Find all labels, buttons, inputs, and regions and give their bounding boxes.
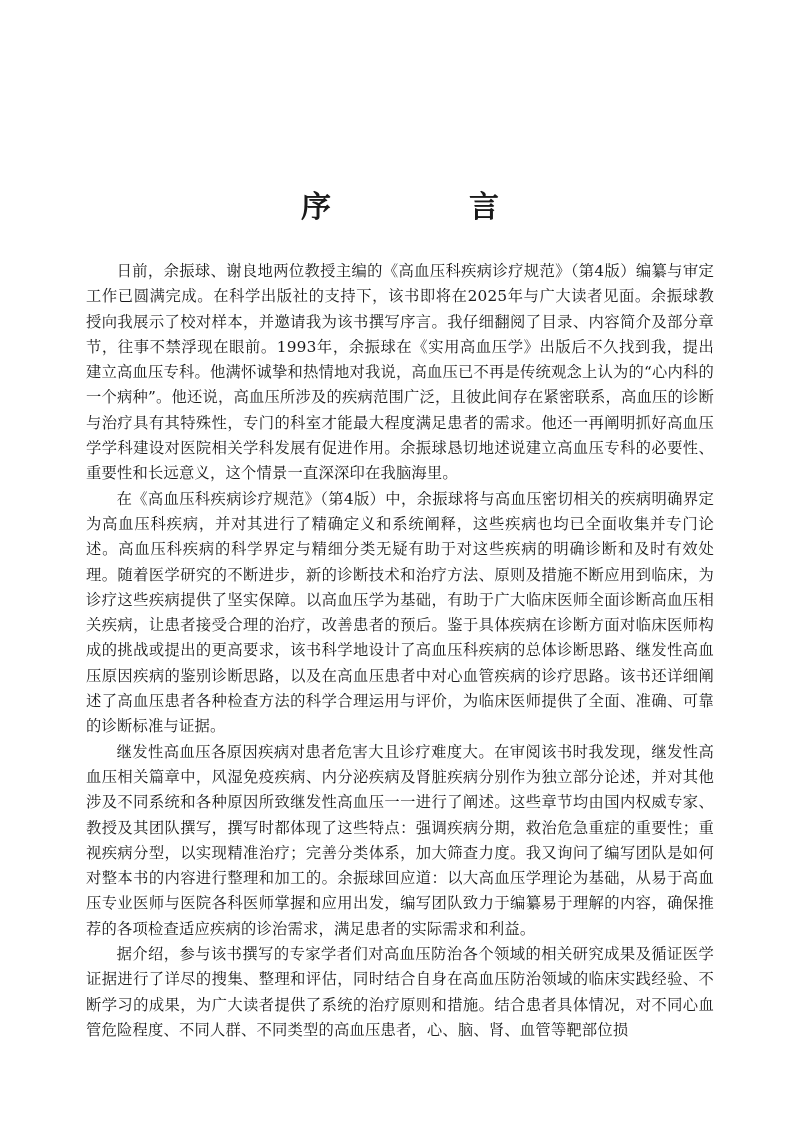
paragraph-3: 继发性高血压各原因疾病对患者危害大且诊疗难度大。在审阅该书时我发现，继发性高血压相关篇章中，风湿免疫疾病、内分泌疾病及肾脏疾病分别作为独立部分论述，并对其他涉及不同系统和各种原因所致继发性高血压一一进行了阐述。这些章节均由国内权威专家、教授及其团队撰写，撰写时都体现了这些特点：强调疾病分期，救治危急重症的重要性；重视疾病分型，以实现精准治疗；完善分类体系，加大筛查力度。我又询问了编写团队是如何对整本书的内容进行整理和加工的。余振球回应道：以大高血压学理论为基础，从易于高血压专业医师与医院各科医师掌握和应用出发，编写团队致力于编纂易于理解的内容，确保推荐的各项检查适应疾病的诊治需求，满足患者的实际需求和利益。 — [86, 742, 714, 938]
paragraph-1: 日前，余振球、谢良地两位教授主编的《高血压科疾病诊疗规范》（第4版）编纂与审定工作已圆满完成。在科学出版社的支持下，该书即将在2025年与广大读者见面。余振球教授向我展示了校对样本，并邀请我为该书撰写序言。我仔细翻阅了目录、内容简介及部分章节，往事不禁浮现在眼前。1993年，余振球在《实用高血压学》出版后不久找到我，提出建立高血压专科。他满怀诚挚和热情地对我说，高血压已不再是传统观念上认为的“心内科的一个病种”。他还说，高血压所涉及的疾病范围广泛，且彼此间存在紧密联系，高血压的诊断与治疗具有其特殊性，专门的科室才能最大程度满足患者的需求。他还一再阐明抓好高血压学学科建设对医院相关学科发展有促进作用。余振球恳切地述说建立高血压专科的必要性、重要性和长远意义，这个情景一直深深印在我脑海里。 — [86, 262, 714, 483]
paragraph-4: 据介绍，参与该书撰写的专家学者们对高血压防治各个领域的相关研究成果及循证医学证据进行了详尽的搜集、整理和评估，同时结合自身在高血压防治领域的临床实践经验、不断学习的成果，为广大读者提供了系统的治疗原则和措施。结合患者具体情况，对不同心血管危险程度、不同人群、不同类型的高血压患者，心、脑、肾、血管等靶部位损 — [86, 945, 714, 1039]
page-title: 序 言 — [301, 190, 553, 226]
paragraph-2: 在《高血压科疾病诊疗规范》（第4版）中，余振球将与高血压密切相关的疾病明确界定为高血压科疾病，并对其进行了精确定义和系统阐释，这些疾病也均已全面收集并专门论述。高血压科疾病的科学界定与精细分类无疑有助于对这些疾病的明确诊断和及时有效处理。随着医学研究的不断进步，新的诊断技术和治疗方法、原则及措施不断应用到临床，为诊疗这些疾病提供了坚实保障。以高血压学为基础，有助于广大临床医师全面诊断高血压相关疾病，让患者接受合理的治疗，改善患者的预后。鉴于具体疾病在诊断方面对临床医师构成的挑战或提出的更高要求，该书科学地设计了高血压科疾病的总体诊断思路、继发性高血压原因疾病的鉴别诊断思路，以及在高血压患者中对心血管疾病的诊疗思路。该书还详细阐述了高血压患者各种检查方法的科学合理运用与评价，为临床医师提供了全面、准确、可靠的诊断标准与证据。 — [86, 489, 714, 736]
preface-body — [86, 259, 714, 1043]
